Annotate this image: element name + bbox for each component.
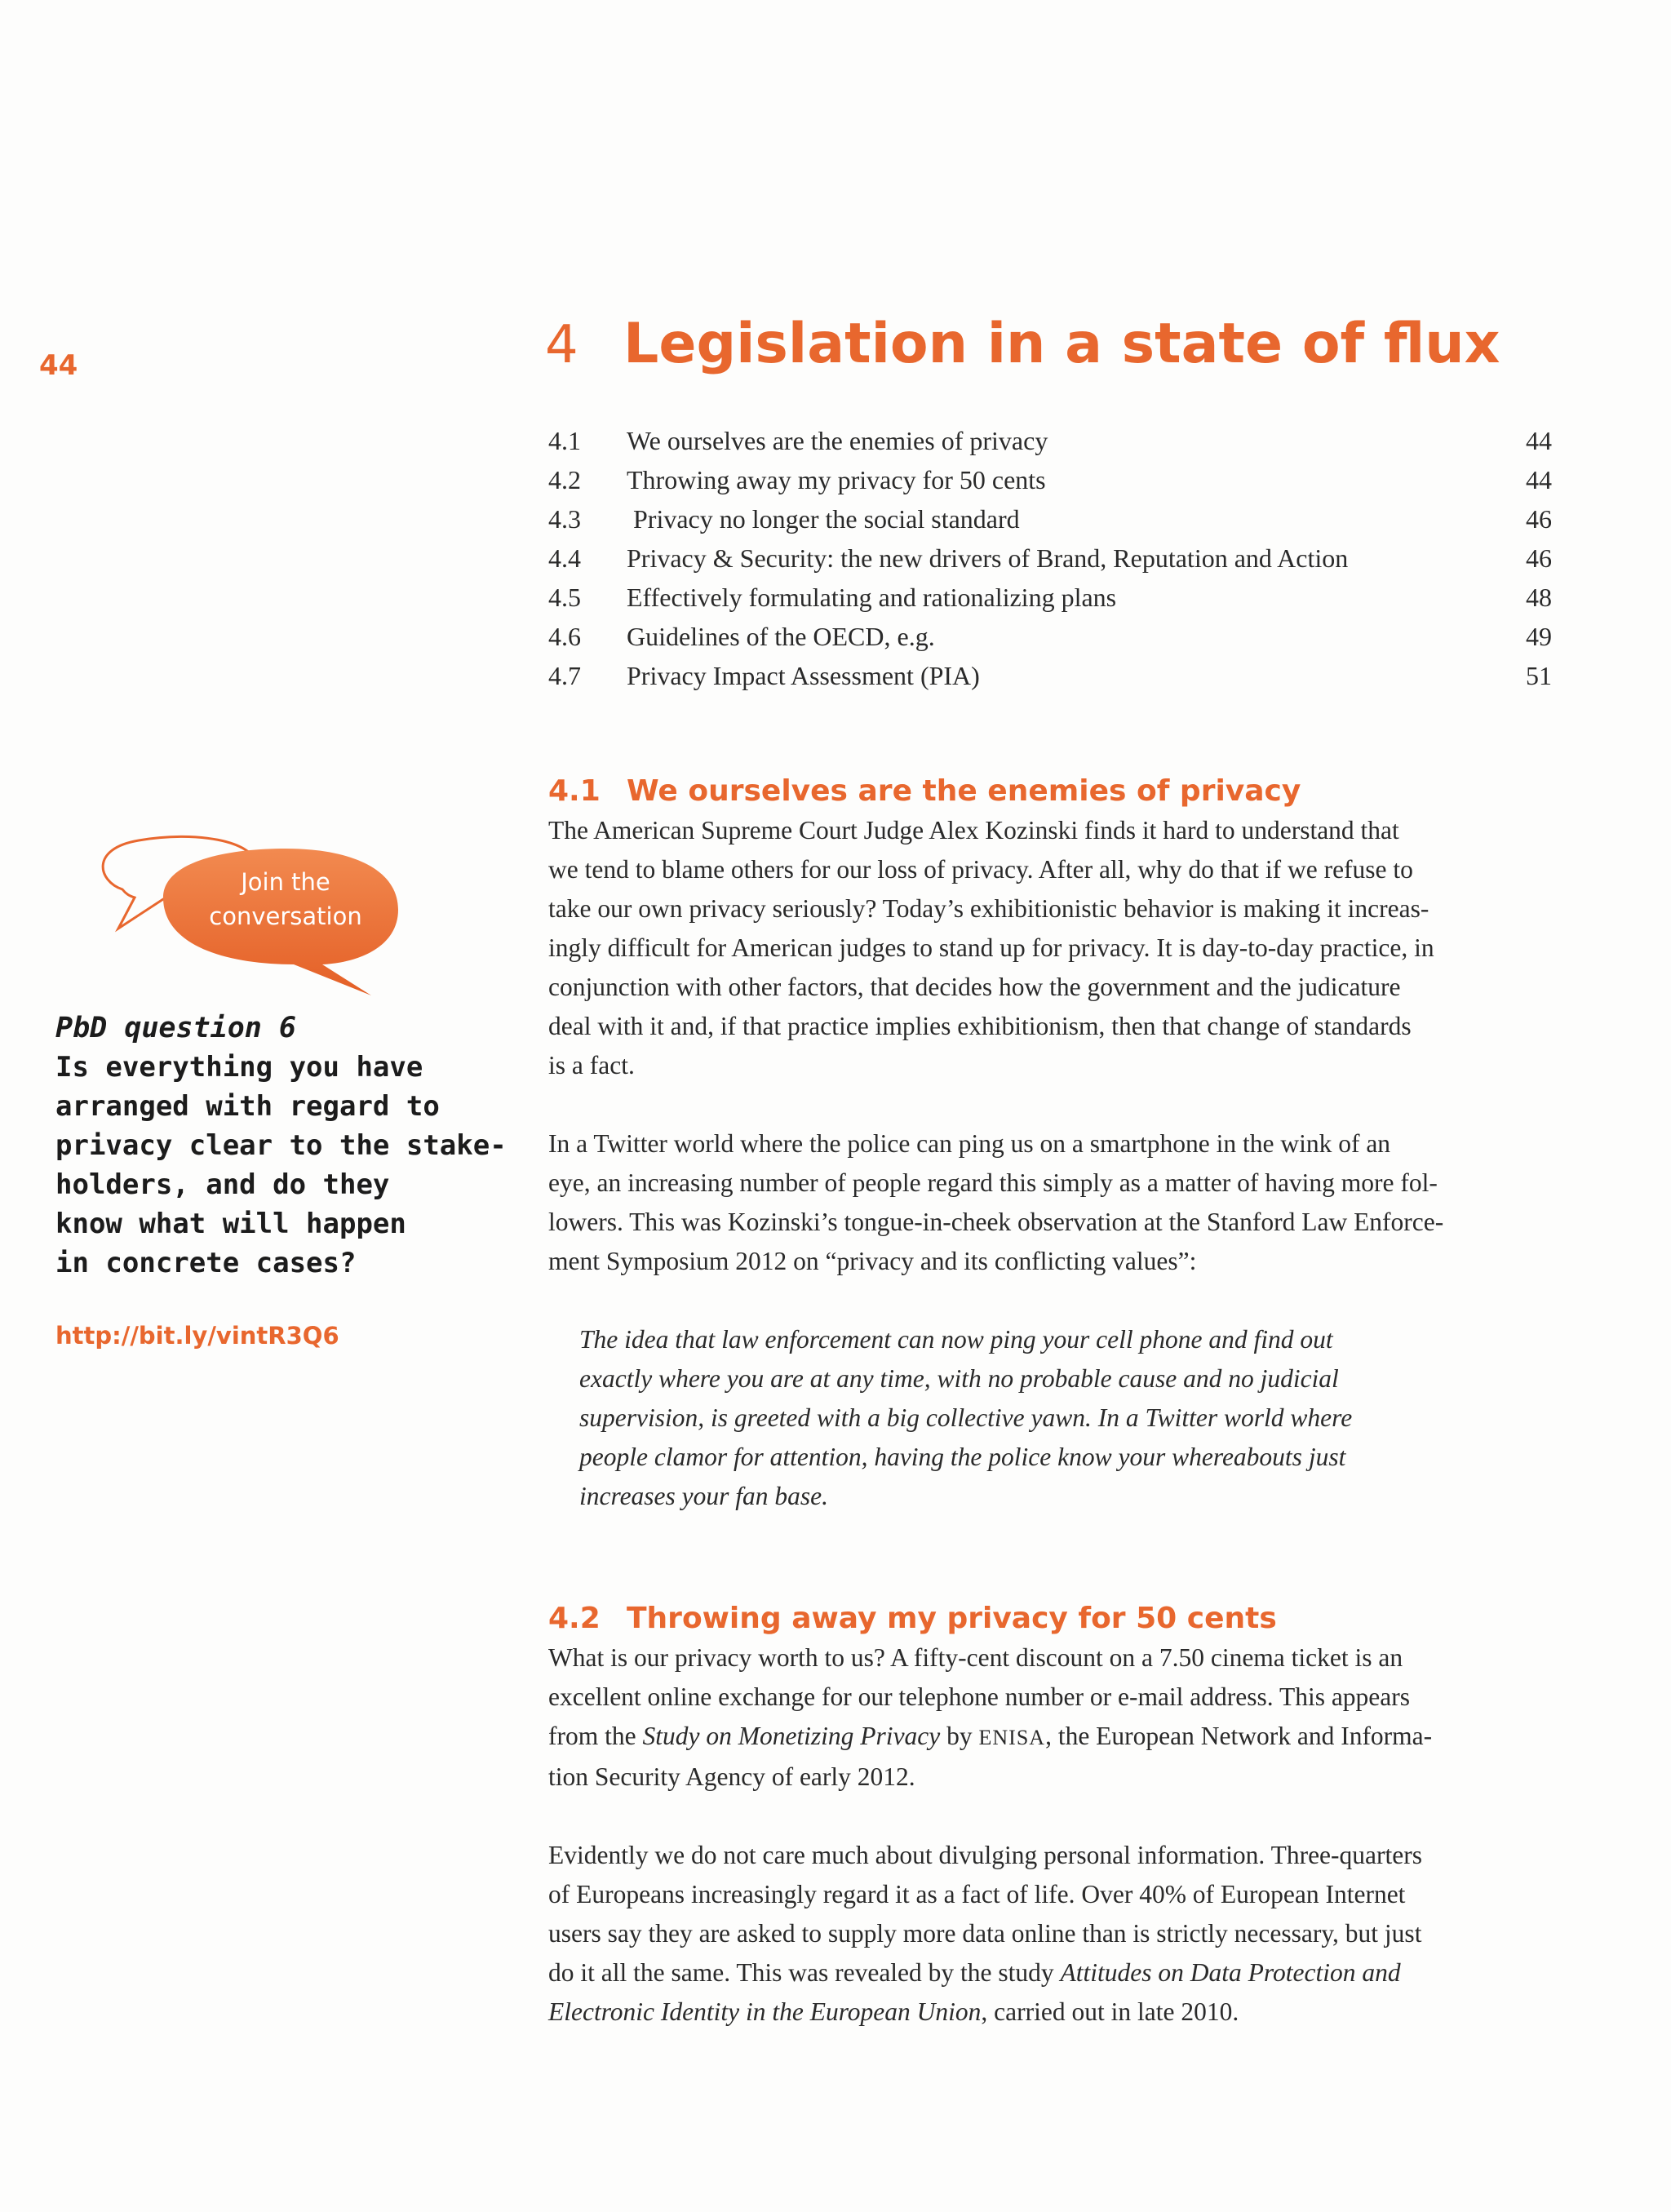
toc-label: Privacy no longer the social standard xyxy=(627,503,1020,534)
toc-row[interactable] xyxy=(548,539,1552,578)
page-number: 44 xyxy=(39,349,78,382)
toc-number: 4.5 xyxy=(548,582,581,612)
text-line xyxy=(548,1717,1560,1758)
question-line: know what will happen xyxy=(55,1208,406,1240)
toc-row[interactable] xyxy=(548,617,1552,656)
text-line: What is our privacy worth to us? A fifty-cent discount on a 7.50 cinema ticket is an xyxy=(548,1643,1403,1672)
text-line: deal with it and, if that practice implies exhibitionism, then that change of standards xyxy=(548,1012,1412,1040)
section-title: Throwing away my privacy for 50 cents xyxy=(627,1602,1277,1635)
pbd-link[interactable]: http://bit.ly/vintR3Q6 xyxy=(55,1322,339,1350)
pbd-question-box xyxy=(55,1008,507,1283)
section-number: 4.2 xyxy=(548,1602,601,1635)
section-heading xyxy=(548,772,1560,811)
toc-page: 46 xyxy=(1526,543,1552,573)
quote-line: supervision, is greeted with a big collective yawn. In a Twitter world where xyxy=(579,1403,1353,1432)
quote-line: increases your fan base. xyxy=(579,1482,829,1510)
study-title: Study on Monetizing Privacy xyxy=(642,1722,941,1750)
text-line: Evidently we do not care much about divulging personal information. Three-quarters xyxy=(548,1841,1422,1869)
toc-row[interactable] xyxy=(548,499,1552,539)
toc-label: Throwing away my privacy for 50 cents xyxy=(627,464,1046,494)
paragraph xyxy=(548,1836,1560,2032)
quote-line: people clamor for attention, having the police know your whereabouts just xyxy=(579,1443,1346,1471)
callout-line: Join the xyxy=(241,868,330,896)
question-line: Is everything you have xyxy=(55,1051,423,1084)
text-fragment: by xyxy=(940,1722,979,1750)
toc-number: 4.7 xyxy=(548,660,581,690)
quote-line: The idea that law enforcement can now ping your cell phone and find out xyxy=(579,1325,1333,1354)
toc-number: 4.6 xyxy=(548,621,581,651)
section-title: We ourselves are the enemies of privacy xyxy=(627,774,1301,808)
callout-line: conversation xyxy=(209,902,362,930)
question-line: in concrete cases? xyxy=(55,1247,357,1279)
toc-page: 48 xyxy=(1526,582,1552,612)
text-line: tion Security Agency of early 2012. xyxy=(548,1762,915,1791)
question-line: holders, and do they xyxy=(55,1168,390,1201)
text-line: In a Twitter world where the police can ping us on a smartphone in the wink of an xyxy=(548,1129,1391,1158)
text-line: The American Supreme Court Judge Alex Kozinski finds it hard to understand that xyxy=(548,816,1399,844)
paragraph xyxy=(548,811,1560,1085)
section-4-2 xyxy=(548,1599,1560,2071)
block-quote xyxy=(579,1320,1560,1516)
text-fragment: , carried out in late 2010. xyxy=(981,1997,1239,2026)
question-line: privacy clear to the stake- xyxy=(55,1129,507,1162)
toc-label: Privacy Impact Assessment (PIA) xyxy=(627,660,980,690)
toc-page: 44 xyxy=(1526,425,1552,455)
text-line: users say they are asked to supply more data online than is strictly necessary, but just xyxy=(548,1919,1422,1948)
paragraph xyxy=(548,1124,1560,1281)
toc-row[interactable] xyxy=(548,460,1552,499)
join-conversation-callout[interactable] xyxy=(90,832,408,1004)
text-fragment: do it all the same. This was revealed by the study xyxy=(548,1958,1061,1987)
text-line: we tend to blame others for our loss of privacy. After all, why do that if we refuse to xyxy=(548,855,1413,884)
callout-text xyxy=(171,865,400,933)
toc-number: 4.1 xyxy=(548,425,581,455)
chapter-title-text: Legislation in a state of flux xyxy=(623,312,1500,376)
table-of-contents xyxy=(548,421,1552,695)
toc-row[interactable] xyxy=(548,656,1552,695)
text-line: ingly difficult for American judges to stand up for privacy. It is day-to-day practice, in xyxy=(548,933,1434,962)
quote-line: exactly where you are at any time, with no probable cause and no judicial xyxy=(579,1364,1339,1393)
paragraph xyxy=(548,1638,1560,1797)
text-line: of Europeans increasingly regard it as a fact of life. Over 40% of European Internet xyxy=(548,1880,1406,1908)
pbd-question-text xyxy=(55,1048,507,1283)
toc-number: 4.4 xyxy=(548,543,581,573)
toc-number: 4.3 xyxy=(548,503,581,534)
toc-label: Guidelines of the OECD, e.g. xyxy=(627,621,935,651)
section-number: 4.1 xyxy=(548,774,601,808)
section-heading xyxy=(548,1599,1560,1638)
toc-page: 44 xyxy=(1526,464,1552,494)
text-line: excellent online exchange for our telephone number or e-mail address. This appears xyxy=(548,1682,1411,1711)
toc-label: We ourselves are the enemies of privacy xyxy=(627,425,1048,455)
text-line: eye, an increasing number of people regard this simply as a matter of having more fol- xyxy=(548,1168,1438,1197)
toc-label: Effectively formulating and rationalizing plans xyxy=(627,582,1117,612)
chapter-number: 4 xyxy=(545,315,578,375)
toc-page: 51 xyxy=(1526,660,1552,690)
toc-row[interactable] xyxy=(548,578,1552,617)
text-line: ment Symposium 2012 on “privacy and its conflicting values”: xyxy=(548,1247,1197,1275)
text-line xyxy=(548,1953,1560,1993)
text-fragment: from the xyxy=(548,1722,643,1750)
section-4-1 xyxy=(548,772,1560,1555)
chapter-title xyxy=(545,312,1638,376)
study-title: Attitudes on Data Protection and xyxy=(1060,1958,1401,1987)
toc-page: 46 xyxy=(1526,503,1552,534)
text-line: is a fact. xyxy=(548,1051,635,1079)
org-name: ENISA xyxy=(978,1726,1046,1749)
text-line: take our own privacy seriously? Today’s exhibitionistic behavior is making it increas- xyxy=(548,894,1429,923)
question-line: arranged with regard to xyxy=(55,1090,440,1123)
toc-row[interactable] xyxy=(548,421,1552,460)
toc-page: 49 xyxy=(1526,621,1552,651)
toc-label: Privacy & Security: the new drivers of Brand, Reputation and Action xyxy=(627,543,1349,573)
text-line xyxy=(548,1993,1560,2032)
text-fragment: , the European Network and Informa- xyxy=(1045,1722,1433,1750)
toc-number: 4.2 xyxy=(548,464,581,494)
text-line: conjunction with other factors, that decides how the government and the judicature xyxy=(548,973,1401,1001)
study-title: Electronic Identity in the European Union xyxy=(548,1997,982,2026)
text-line: lowers. This was Kozinski’s tongue-in-cheek observation at the Stanford Law Enforce- xyxy=(548,1208,1444,1236)
pbd-question-label: PbD question 6 xyxy=(55,1012,297,1044)
